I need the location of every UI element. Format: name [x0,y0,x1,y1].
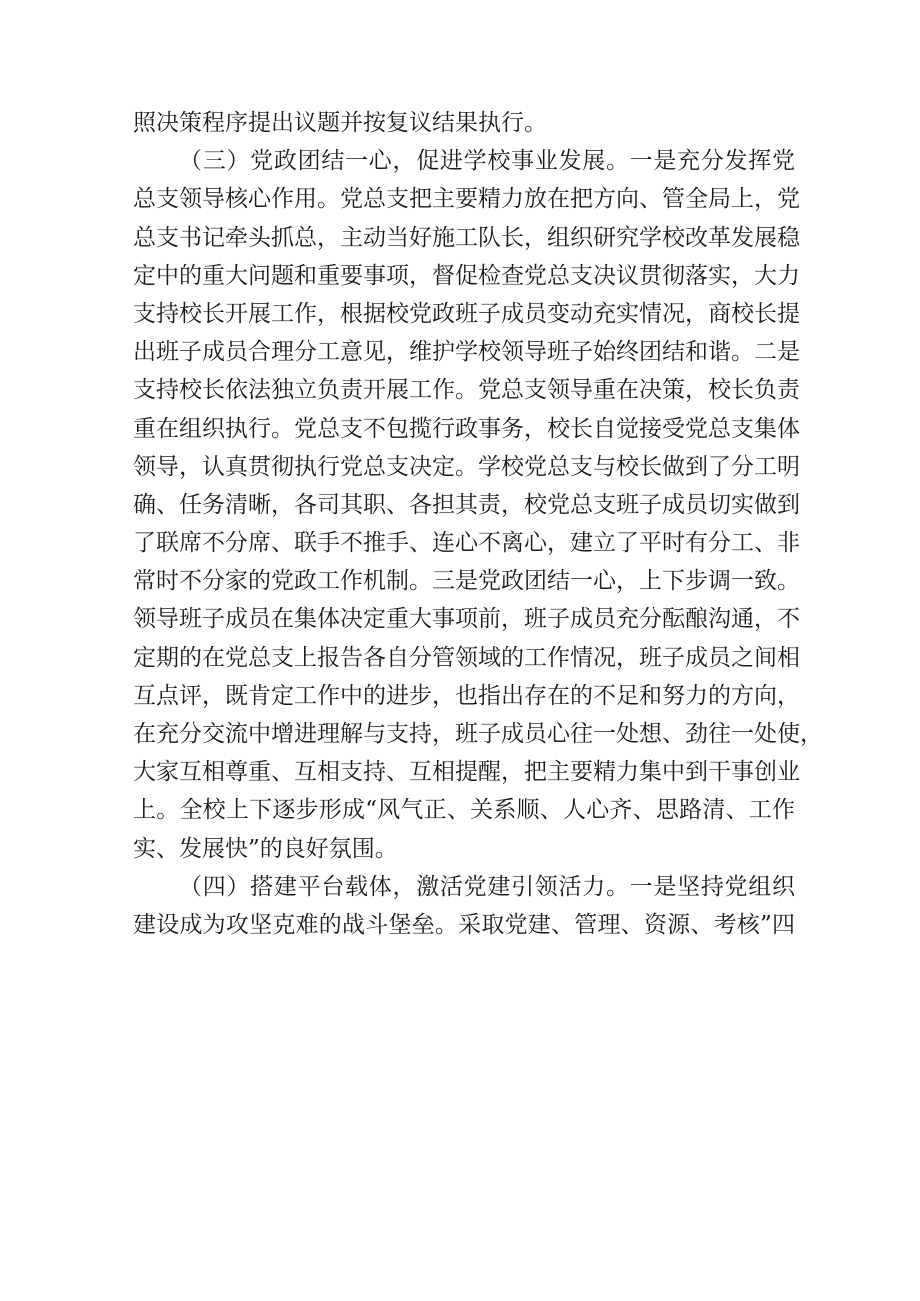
text-line: 大家互相尊重、互相支持、互相提醒，把主要精力集中到干事创业 [133,759,800,786]
text-line: 出班子成员合理分工意见，维护学校领导班子始终团结和谐。二是 [133,339,800,366]
text-line: 常时不分家的党政工作机制。三是党政团结一心，上下步调一致。 [133,568,800,595]
text-line: 支持校长依法独立负责开展工作。党总支领导重在决策，校长负责 [133,377,800,404]
text-line: 确、任务清晰，各司其职、各担其责，校党总支班子成员切实做到 [133,491,800,518]
text-line: 互点评，既肯定工作中的进步，也指出存在的不足和努力的方向， [133,682,800,709]
text-line: 了联席不分席、联手不推手、连心不离心，建立了平时有分工、非 [133,530,800,557]
text-line: 在充分交流中增进理解与支持，班子成员心往一处想、劲往一处使， [133,721,823,747]
text-line: 领导班子成员在集体决定重大事项前，班子成员充分酝酿沟通，不 [133,606,800,633]
text-line: 支持校长开展工作，根据校党政班子成员变动充实情况，商校长提 [133,300,800,327]
text-line: 总支领导核心作用。党总支把主要精力放在把方向、管全局上，党 [133,186,800,213]
paragraph-section-4 [133,868,795,944]
body-text [133,104,823,944]
text-line: 定中的重大问题和重要事项，督促检查党总支决议贯彻落实，大力 [133,262,800,289]
paragraph-section-3 [133,142,823,868]
text-line: 照决策程序提出议题并按复议结果执行。 [133,110,547,136]
text-line: （三）党政团结一心，促进学校事业发展。一是充分发挥党 [179,148,795,175]
text-line: 建设成为攻坚克难的战斗堡垒。采取党建、管理、资源、考核”四 [133,911,795,938]
text-line: 上。全校上下逐步形成“风气正、关系顺、人心齐、思路清、工作 [133,797,795,824]
text-line: 实、发展快”的良好氛围。 [133,835,398,862]
text-line: 领导，认真贯彻执行党总支决定。学校党总支与校长做到了分工明 [133,453,800,480]
paragraph-continuation [133,104,795,142]
text-line: 重在组织执行。党总支不包揽行政事务，校长自觉接受党总支集体 [133,415,800,442]
text-line: （四）搭建平台载体，激活党建引领活力。一是坚持党组织 [179,873,795,900]
text-line: 总支书记牵头抓总，主动当好施工队长，组织研究学校改革发展稳 [133,224,800,251]
text-line: 定期的在党总支上报告各自分管领域的工作情况，班子成员之间相 [133,644,800,671]
